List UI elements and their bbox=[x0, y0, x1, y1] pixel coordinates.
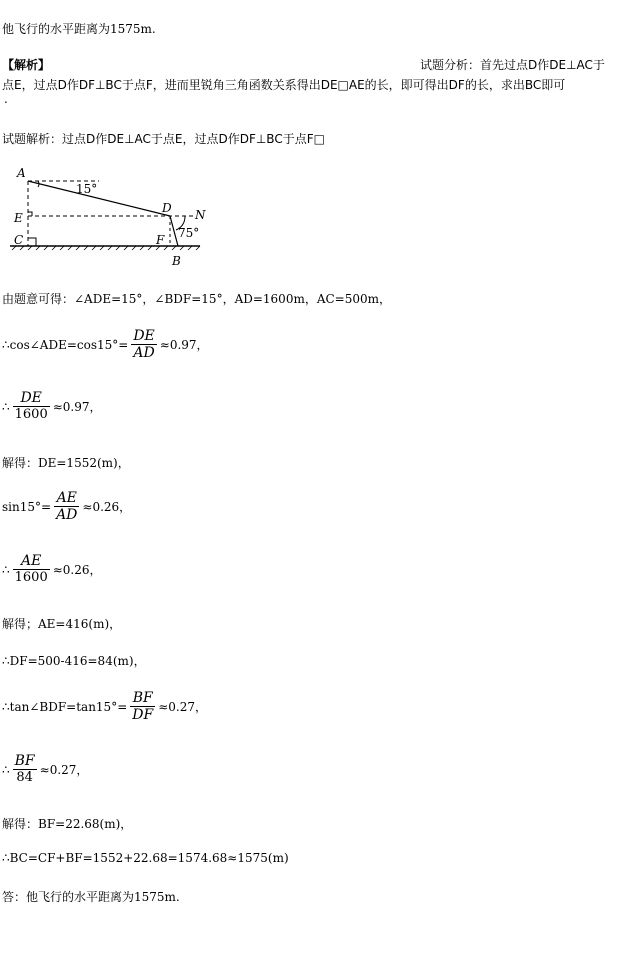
eq8-prefix: ∴tan∠BDF=tan15°= bbox=[2, 699, 128, 714]
eq9-fraction bbox=[13, 753, 37, 786]
label-n: N bbox=[195, 208, 206, 222]
compute-df: ∴DF=500-416=84(m)， bbox=[2, 654, 146, 668]
eq2-numerator: DE bbox=[20, 390, 42, 406]
eq1-numerator: DE bbox=[133, 328, 155, 344]
eq9-suffix: ≈0.27， bbox=[39, 763, 89, 777]
compute-bc: ∴BC=CF+BF=1552+22.68=1574.68≈1575(m) bbox=[2, 851, 289, 865]
right-angle-e bbox=[28, 212, 32, 216]
eq8-fraction bbox=[130, 690, 155, 723]
eq1-prefix: ∴cos∠ADE=cos15°= bbox=[2, 337, 129, 352]
eq1-fraction bbox=[131, 328, 156, 361]
solve-ae: 解得；AE=416(m)， bbox=[2, 617, 122, 631]
line-db bbox=[170, 216, 178, 246]
solve-de: 解得：DE=1552(m)， bbox=[2, 456, 130, 470]
eq9-denominator: 84 bbox=[16, 770, 33, 785]
eq5-fraction bbox=[13, 553, 50, 586]
equation-sin bbox=[2, 490, 131, 523]
eq4-prefix: sin15°= bbox=[2, 499, 52, 514]
given-line: 由题意可得：∠ADE=15°，∠BDF=15°，AD=1600m，AC=500m， bbox=[2, 292, 392, 306]
label-angle-15: 15° bbox=[76, 182, 98, 196]
right-angle-c bbox=[28, 238, 36, 246]
eq4-fraction bbox=[54, 490, 79, 523]
label-d: D bbox=[162, 201, 172, 215]
eq4-numerator: AE bbox=[56, 490, 77, 506]
eq5-prefix: ∴ bbox=[2, 562, 10, 577]
eq2-prefix: ∴ bbox=[2, 399, 10, 414]
eq9-numerator: BF bbox=[14, 753, 35, 769]
eq9-prefix: ∴ bbox=[2, 762, 10, 777]
eq5-denominator: 1600 bbox=[14, 570, 48, 585]
eq5-numerator: AE bbox=[21, 553, 42, 569]
line-ad bbox=[28, 181, 170, 216]
eq8-suffix: ≈0.27， bbox=[158, 700, 207, 714]
eq2-suffix: ≈0.97， bbox=[52, 400, 102, 414]
equation-de-1600 bbox=[2, 390, 102, 423]
solution-intro: 试题解析：过点D作DE⊥AC于点E，过点D作DF⊥BC于点F□ bbox=[2, 132, 325, 146]
solve-bf: 解得：BF=22.68(m)， bbox=[2, 817, 133, 831]
eq4-suffix: ≈0.26， bbox=[82, 500, 132, 514]
analysis-line-2: 点E，过点D作DF⊥BC于点F，进而里锐角三角函数关系得出DE□AE的长，即可得出DF的长，求出BC即可 bbox=[2, 78, 566, 92]
label-c: C bbox=[14, 233, 24, 247]
eq4-denominator: AD bbox=[56, 507, 78, 523]
equation-ae-1600 bbox=[2, 553, 102, 586]
label-e: E bbox=[14, 211, 23, 225]
eq5-suffix: ≈0.26， bbox=[52, 563, 102, 577]
eq2-fraction bbox=[13, 390, 50, 423]
top-line: 他飞行的水平距离为1575m. bbox=[2, 22, 156, 36]
analysis-line-3: . bbox=[4, 92, 8, 106]
eq2-denominator: 1600 bbox=[14, 407, 48, 422]
label-angle-75: 75° bbox=[178, 226, 200, 240]
equation-bf-84 bbox=[2, 753, 88, 786]
jiexi-label: 【解析】 bbox=[2, 58, 51, 72]
final-answer: 答：他飞行的水平距离为1575m. bbox=[2, 890, 180, 904]
equation-tan bbox=[2, 690, 207, 723]
eq1-denominator: AD bbox=[133, 345, 155, 361]
eq8-denominator: DF bbox=[132, 707, 154, 723]
geometry-diagram bbox=[0, 160, 215, 275]
equation-cos bbox=[2, 328, 209, 361]
eq8-numerator: BF bbox=[132, 690, 153, 706]
label-b: B bbox=[172, 254, 181, 268]
eq1-suffix: ≈0.97， bbox=[159, 338, 209, 352]
label-f: F bbox=[156, 233, 165, 247]
analysis-line-1: 试题分析：首先过点D作DE⊥AC于 bbox=[420, 58, 605, 72]
label-a: A bbox=[17, 166, 26, 180]
